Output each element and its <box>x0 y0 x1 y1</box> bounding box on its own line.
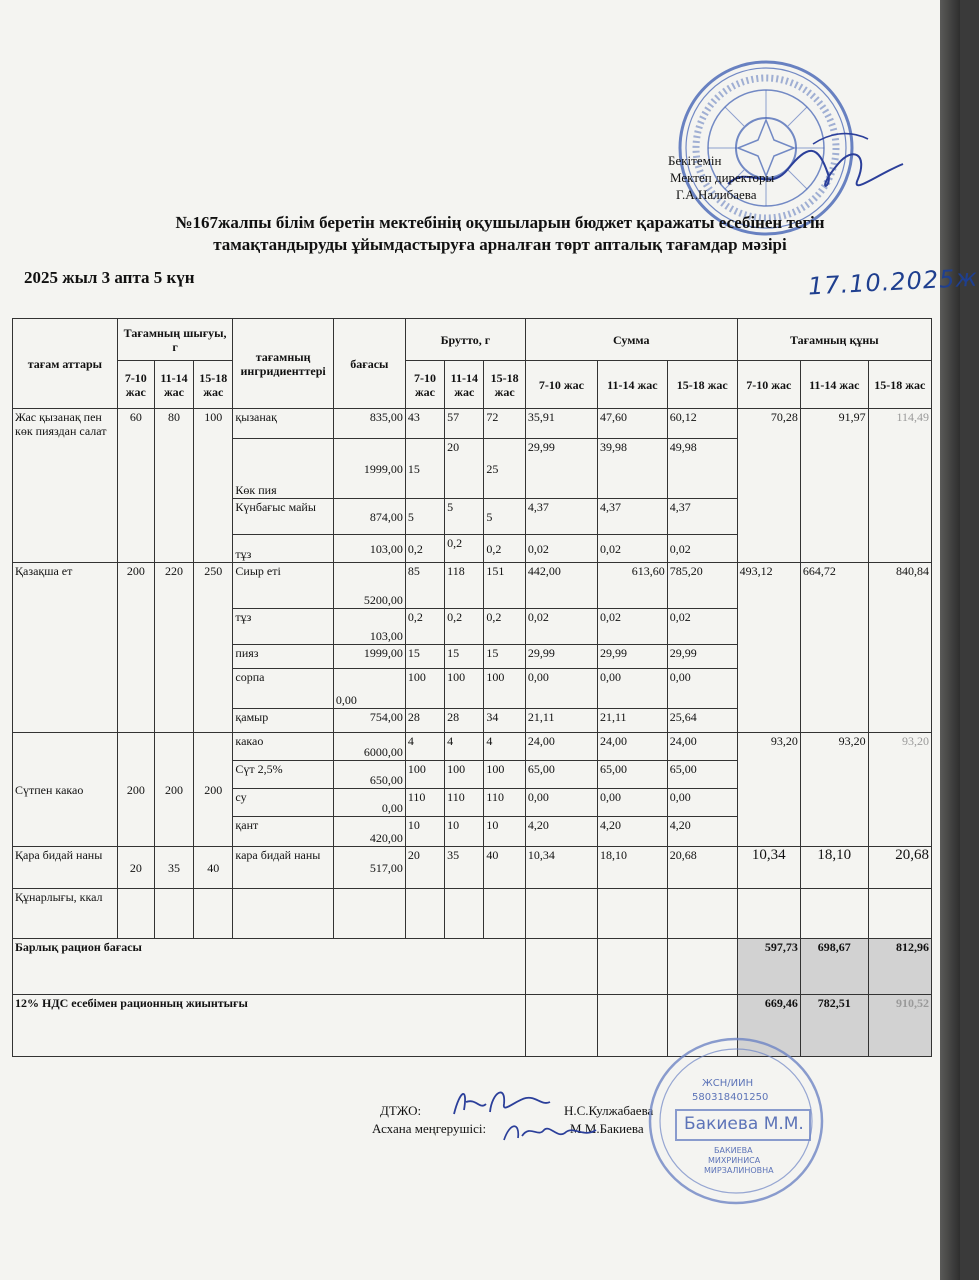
brutto-cell: 72 <box>484 409 525 439</box>
age-header: 7-10 жас <box>117 361 154 409</box>
empty-cell <box>233 889 333 939</box>
table-row <box>13 889 932 939</box>
portion-cell: 80 <box>154 409 193 563</box>
sum-cell: 613,60 <box>597 563 667 609</box>
dish-name: Жас қызанақ пен көк пияздан салат <box>13 409 118 563</box>
header-sum: Сумма <box>525 319 737 361</box>
age-header: 15-18 жас <box>667 361 737 409</box>
dish-name: Қазақша ет <box>13 563 118 733</box>
brutto-cell: 20 <box>445 439 484 499</box>
empty-cell <box>597 939 667 995</box>
brutto-cell: 0,2 <box>445 609 484 645</box>
sum-cell: 39,98 <box>597 439 667 499</box>
brutto-cell: 15 <box>405 439 444 499</box>
empty-cell <box>405 889 444 939</box>
sum-cell: 0,00 <box>597 669 667 709</box>
document-subtitle: 2025 жыл 3 апта 5 күн <box>24 268 195 287</box>
brutto-cell: 151 <box>484 563 525 609</box>
sum-cell: 29,99 <box>667 645 737 669</box>
empty-cell <box>194 889 233 939</box>
header-dish: тағам аттары <box>13 319 118 409</box>
brutto-cell: 5 <box>484 499 525 535</box>
empty-cell <box>333 889 405 939</box>
sum-cell: 47,60 <box>597 409 667 439</box>
brutto-cell: 100 <box>405 669 444 709</box>
sum-cell: 0,00 <box>597 789 667 817</box>
empty-cell <box>445 889 484 939</box>
header-cost: Тағамның құны <box>737 319 931 361</box>
brutto-cell: 10 <box>445 817 484 847</box>
title-line2: тамақтандыруды ұйымдастыруға арналған төрт апталық тағамдар мәзірі <box>213 235 787 254</box>
portion-cell: 60 <box>117 409 154 563</box>
age-header: 15-18 жас <box>868 361 931 409</box>
empty-cell <box>525 889 597 939</box>
stamp-id-label: ЖСН/ИИН <box>702 1078 754 1089</box>
portion-cell: 200 <box>117 563 154 733</box>
price-cell: 835,00 <box>333 409 405 439</box>
sum-cell: 4,20 <box>525 817 597 847</box>
page-edge-shadow <box>940 0 960 1280</box>
cost-cell: 20,68 <box>868 847 931 889</box>
header-ingredient: тағамның ингридиенттері <box>233 319 333 409</box>
empty-cell <box>597 889 667 939</box>
sum-cell: 65,00 <box>525 761 597 789</box>
price-cell: 103,00 <box>333 535 405 563</box>
brutto-cell: 28 <box>445 709 484 733</box>
brutto-cell: 0,2 <box>405 609 444 645</box>
brutto-cell: 5 <box>405 499 444 535</box>
brutto-cell: 4 <box>405 733 444 761</box>
empty-cell <box>667 889 737 939</box>
personal-stamp <box>646 1036 826 1206</box>
sum-cell: 21,11 <box>597 709 667 733</box>
empty-cell <box>154 889 193 939</box>
cost-cell: 664,72 <box>800 563 868 733</box>
vat-value: 669,46 <box>737 995 800 1057</box>
price-cell: 103,00 <box>333 609 405 645</box>
vat-label: 12% НДС есебімен рационның жиынтығы <box>13 995 526 1057</box>
sum-cell: 0,00 <box>525 669 597 709</box>
price-cell: 420,00 <box>333 817 405 847</box>
price-cell: 5200,00 <box>333 563 405 609</box>
sum-cell: 0,00 <box>667 669 737 709</box>
sum-cell: 29,99 <box>525 439 597 499</box>
empty-cell <box>868 889 931 939</box>
brutto-cell: 85 <box>405 563 444 609</box>
brutto-cell: 4 <box>484 733 525 761</box>
sum-cell: 0,00 <box>667 789 737 817</box>
table-row <box>13 733 932 761</box>
cost-cell: 493,12 <box>737 563 800 733</box>
sum-cell: 0,02 <box>667 609 737 645</box>
brutto-cell: 5 <box>445 499 484 535</box>
total-value: 597,73 <box>737 939 800 995</box>
portion-cell: 220 <box>154 563 193 733</box>
price-cell: 6000,00 <box>333 733 405 761</box>
price-cell: 0,00 <box>333 669 405 709</box>
brutto-cell: 40 <box>484 847 525 889</box>
brutto-cell: 20 <box>405 847 444 889</box>
sum-cell: 21,11 <box>525 709 597 733</box>
portion-cell: 200 <box>194 733 233 847</box>
table-row <box>13 409 932 439</box>
sum-cell: 60,12 <box>667 409 737 439</box>
age-header: 7-10 жас <box>405 361 444 409</box>
vat-value: 910,52 <box>868 995 931 1057</box>
cost-cell: 10,34 <box>737 847 800 889</box>
age-header: 7-10 жас <box>737 361 800 409</box>
price-cell: 650,00 <box>333 761 405 789</box>
document-title <box>60 212 940 256</box>
brutto-cell: 100 <box>405 761 444 789</box>
sum-cell: 24,00 <box>525 733 597 761</box>
ingredient-cell: қант <box>233 817 333 847</box>
ingredient-cell: сорпа <box>233 669 333 709</box>
ingredient-cell: Күнбағыс майы <box>233 499 333 535</box>
ingredient-cell: пияз <box>233 645 333 669</box>
portion-cell: 20 <box>117 847 154 889</box>
total-value: 698,67 <box>800 939 868 995</box>
cost-cell: 93,20 <box>737 733 800 847</box>
stamp-fullname1: БАКИЕВА <box>714 1146 753 1155</box>
price-cell: 874,00 <box>333 499 405 535</box>
age-header: 15-18 жас <box>484 361 525 409</box>
brutto-cell: 118 <box>445 563 484 609</box>
name-deputy: Н.С.Кулжабаева <box>564 1103 654 1118</box>
approval-line2: Мектеп директоры <box>670 170 775 185</box>
sum-cell: 65,00 <box>667 761 737 789</box>
header-brutto: Брутто, г <box>405 319 525 361</box>
brutto-cell: 57 <box>445 409 484 439</box>
brutto-cell: 100 <box>445 669 484 709</box>
approval-line1: Бекітемін <box>668 153 722 168</box>
brutto-cell: 10 <box>484 817 525 847</box>
role-deputy: ДТЖО: <box>380 1103 422 1118</box>
dish-name: Қара бидай наны <box>13 847 118 889</box>
empty-cell <box>800 889 868 939</box>
role-canteen-head: Асхана меңгерушісі: <box>372 1121 487 1136</box>
header-portion: Тағамның шығуы, г <box>117 319 233 361</box>
portion-cell: 100 <box>194 409 233 563</box>
brutto-cell: 110 <box>484 789 525 817</box>
sum-cell: 0,02 <box>597 609 667 645</box>
cost-cell: 93,20 <box>800 733 868 847</box>
brutto-cell: 100 <box>484 761 525 789</box>
stamp-name: Бакиева М.М. <box>684 1114 804 1134</box>
sum-cell: 18,10 <box>597 847 667 889</box>
sum-cell: 29,99 <box>525 645 597 669</box>
brutto-cell: 35 <box>445 847 484 889</box>
age-header: 15-18 жас <box>194 361 233 409</box>
price-cell: 517,00 <box>333 847 405 889</box>
cost-cell: 93,20 <box>868 733 931 847</box>
age-header: 11-14 жас <box>800 361 868 409</box>
sum-cell: 4,37 <box>597 499 667 535</box>
brutto-cell: 28 <box>405 709 444 733</box>
ingredient-cell: Сиыр еті <box>233 563 333 609</box>
stamp-fullname2: МИХРИНИСА <box>708 1156 761 1165</box>
sum-cell: 35,91 <box>525 409 597 439</box>
ingredient-cell: тұз <box>233 535 333 563</box>
empty-cell <box>525 995 597 1057</box>
empty-cell <box>737 889 800 939</box>
price-cell: 754,00 <box>333 709 405 733</box>
sum-cell: 25,64 <box>667 709 737 733</box>
sum-cell: 20,68 <box>667 847 737 889</box>
ingredient-cell: қамыр <box>233 709 333 733</box>
sum-cell: 785,20 <box>667 563 737 609</box>
kcal-label: Құнарлығы, ккал <box>13 889 118 939</box>
price-cell: 1999,00 <box>333 439 405 499</box>
brutto-cell: 100 <box>484 669 525 709</box>
menu-table <box>12 318 932 1057</box>
brutto-cell: 34 <box>484 709 525 733</box>
name-canteen-head: М.М.Бакиева <box>570 1121 644 1136</box>
vat-value: 782,51 <box>800 995 868 1057</box>
portion-cell: 40 <box>194 847 233 889</box>
sum-cell: 442,00 <box>525 563 597 609</box>
total-label: Барлық рацион бағасы <box>13 939 526 995</box>
sum-cell: 0,02 <box>597 535 667 563</box>
empty-cell <box>667 939 737 995</box>
brutto-cell: 0,2 <box>484 535 525 563</box>
brutto-cell: 10 <box>405 817 444 847</box>
price-cell: 0,00 <box>333 789 405 817</box>
cost-cell: 70,28 <box>737 409 800 563</box>
table-row <box>13 847 932 889</box>
portion-cell: 200 <box>154 733 193 847</box>
ingredient-cell: су <box>233 789 333 817</box>
total-row <box>13 939 932 995</box>
brutto-cell: 100 <box>445 761 484 789</box>
age-header: 11-14 жас <box>445 361 484 409</box>
title-line1: №167жалпы білім беретін мектебінің оқушыларын бюджет қаражаты есебінен тегін <box>175 213 825 232</box>
age-header: 7-10 жас <box>525 361 597 409</box>
price-cell: 1999,00 <box>333 645 405 669</box>
sum-cell: 0,02 <box>525 609 597 645</box>
table-row <box>13 563 932 609</box>
sum-cell: 24,00 <box>597 733 667 761</box>
brutto-cell: 15 <box>484 645 525 669</box>
ingredient-cell: Сүт 2,5% <box>233 761 333 789</box>
empty-cell <box>525 939 597 995</box>
cost-cell: 840,84 <box>868 563 931 733</box>
brutto-cell: 0,2 <box>405 535 444 563</box>
portion-cell: 200 <box>117 733 154 847</box>
empty-cell <box>117 889 154 939</box>
brutto-cell: 25 <box>484 439 525 499</box>
sum-cell: 0,02 <box>667 535 737 563</box>
sum-cell: 0,00 <box>525 789 597 817</box>
ingredient-cell: кара бидай наны <box>233 847 333 889</box>
cost-cell: 114,49 <box>868 409 931 563</box>
sum-cell: 49,98 <box>667 439 737 499</box>
cost-cell: 18,10 <box>800 847 868 889</box>
ingredient-cell: Көк пия <box>233 439 333 499</box>
cost-cell: 91,97 <box>800 409 868 563</box>
sum-cell: 10,34 <box>525 847 597 889</box>
sum-cell: 4,37 <box>667 499 737 535</box>
header-price: бағасы <box>333 319 405 409</box>
portion-cell: 35 <box>154 847 193 889</box>
approval-block <box>668 152 774 203</box>
sum-cell: 4,37 <box>525 499 597 535</box>
sum-cell: 0,02 <box>525 535 597 563</box>
brutto-cell: 15 <box>405 645 444 669</box>
brutto-cell: 110 <box>445 789 484 817</box>
sum-cell: 24,00 <box>667 733 737 761</box>
brutto-cell: 0,2 <box>484 609 525 645</box>
brutto-cell: 0,2 <box>445 535 484 563</box>
stamp-id-value: 580318401250 <box>692 1092 769 1103</box>
brutto-cell: 4 <box>445 733 484 761</box>
sum-cell: 65,00 <box>597 761 667 789</box>
brutto-cell: 43 <box>405 409 444 439</box>
age-header: 11-14 жас <box>154 361 193 409</box>
empty-cell <box>484 889 525 939</box>
ingredient-cell: қызанақ <box>233 409 333 439</box>
sum-cell: 29,99 <box>597 645 667 669</box>
portion-cell: 250 <box>194 563 233 733</box>
dish-name: Сүтпен какао <box>13 733 118 847</box>
brutto-cell: 110 <box>405 789 444 817</box>
ingredient-cell: какао <box>233 733 333 761</box>
approval-line3: Г.А.Налибаева <box>676 187 757 202</box>
stamp-fullname3: МИРЗАЛИНОВНА <box>704 1166 774 1175</box>
handwritten-date: 17.10.2025ж <box>807 263 979 301</box>
canteen-head-signature-icon <box>500 1116 600 1146</box>
total-value: 812,96 <box>868 939 931 995</box>
age-header: 11-14 жас <box>597 361 667 409</box>
sum-cell: 4,20 <box>667 817 737 847</box>
sum-cell: 4,20 <box>597 817 667 847</box>
brutto-cell: 15 <box>445 645 484 669</box>
ingredient-cell: тұз <box>233 609 333 645</box>
